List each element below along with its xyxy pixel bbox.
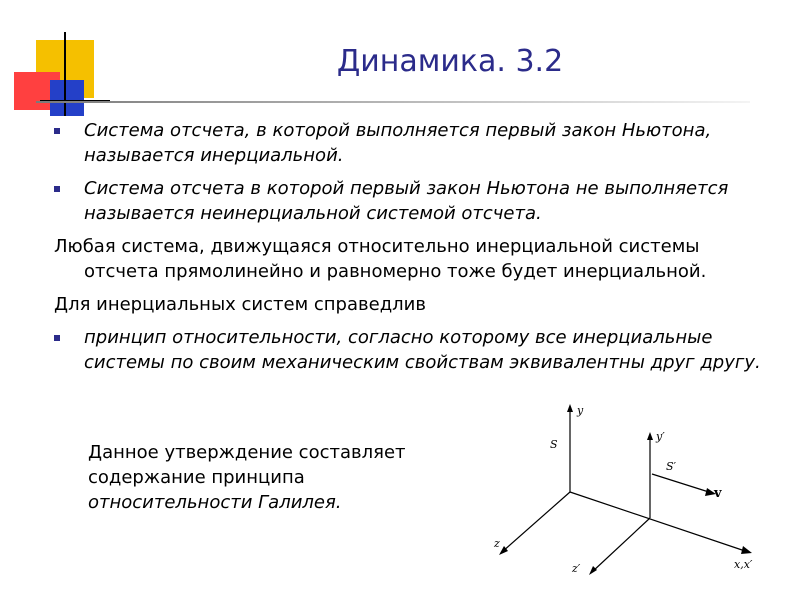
- note-line: относительности Галилея.: [88, 492, 342, 513]
- paragraph: Любая система, движущаяся относительно инерциальной системы отсчета прямолинейно и равномерно тоже будет инерциальной.: [54, 236, 707, 282]
- bullet-item: [54, 118, 774, 168]
- velocity-arrow: [652, 474, 712, 493]
- arrowhead-x: [741, 546, 752, 554]
- label-z-prime: z′: [572, 562, 581, 575]
- note-line: Данное утверждение составляет: [88, 442, 406, 463]
- paragraph: Для инерциальных систем справедлив: [54, 294, 426, 315]
- galileo-note: [88, 440, 448, 515]
- bullet-item: [54, 325, 774, 375]
- bullet-square-icon: [54, 335, 60, 341]
- bullet-square-icon: [54, 128, 60, 134]
- bullet-square-icon: [54, 186, 60, 192]
- label-y: y: [577, 404, 584, 417]
- label-y-prime: y′: [656, 430, 665, 443]
- arrowhead-y-prime: [647, 432, 653, 440]
- arrowhead-z-prime: [589, 566, 597, 575]
- axis-z: [502, 492, 570, 552]
- slide-title: Динамика. 3.2: [336, 44, 564, 79]
- label-s: S: [550, 438, 558, 451]
- vertical-line: [64, 32, 66, 116]
- bullet-text: принцип относительности, согласно которому все инерциальные системы по своим механическим свойствам эквивалентны друг другу.: [84, 327, 761, 373]
- bullet-text: Система отсчета в которой первый закон Ньютона не выполняется называется неинерциальной системой отсчета.: [84, 178, 729, 224]
- label-x: x,x′: [734, 558, 753, 571]
- label-s-prime: S′: [666, 460, 677, 473]
- reference-frames-diagram: [480, 400, 780, 590]
- title-divider: [36, 101, 750, 103]
- bullet-item: [54, 176, 774, 226]
- slide-content: [54, 118, 774, 383]
- arrowhead-y: [567, 404, 573, 412]
- label-v: v: [714, 486, 722, 501]
- bullet-text: Система отсчета, в которой выполняется первый закон Ньютона, называется инерциальной.: [84, 120, 712, 166]
- label-z: z: [494, 537, 500, 550]
- blue-square: [50, 80, 84, 116]
- note-line: содержание принципа: [88, 467, 305, 488]
- axis-x: [570, 492, 748, 552]
- axis-z-prime: [592, 518, 650, 572]
